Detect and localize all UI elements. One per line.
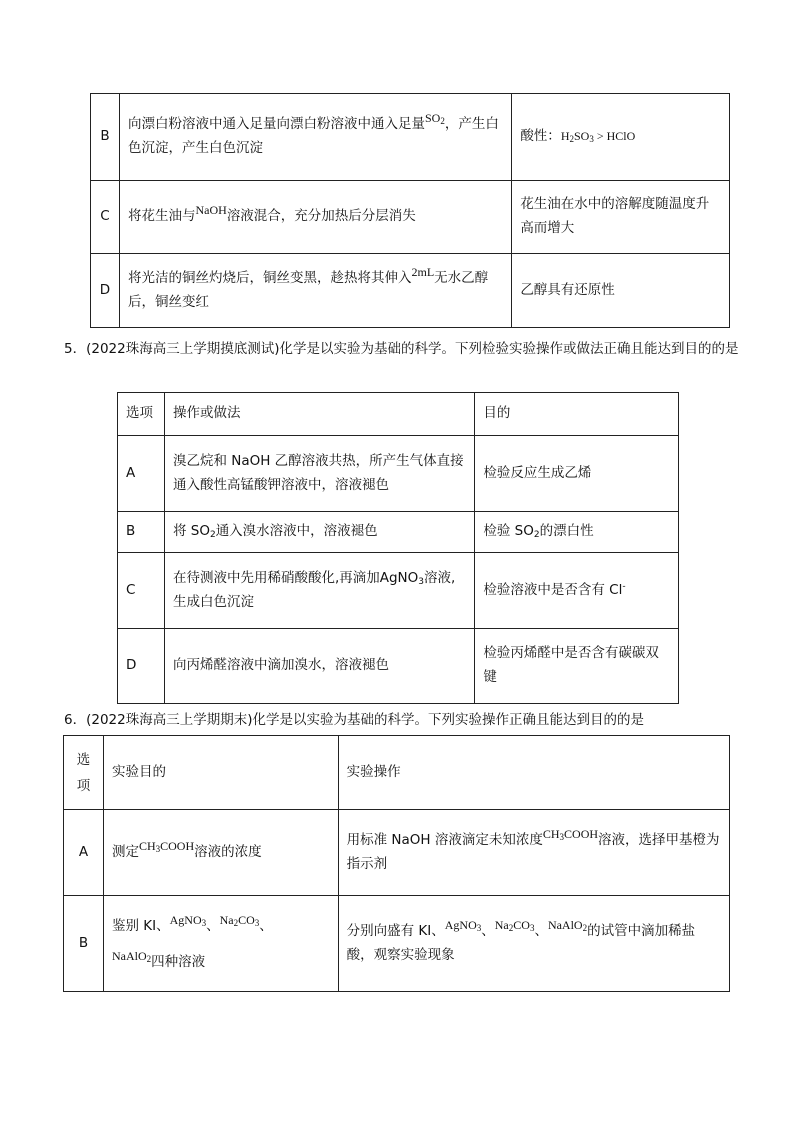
operation-cell: 将光洁的铜丝灼烧后，铜丝变黑，趁热将其伸入2mL无水乙醇后，铜丝变红	[119, 254, 511, 328]
table-row	[64, 896, 730, 992]
header-purpose: 实验目的	[103, 736, 338, 810]
formula: $SO_2$	[424, 111, 445, 127]
purpose-cell: 测定$CH_3COOH$溶液的浓度	[103, 810, 338, 896]
formula: 2mL	[411, 264, 435, 279]
operation-cell: 用标准 NaOH 溶液滴定未知浓度$CH_3COOH$溶液，选择甲基橙为指示剂	[338, 810, 729, 896]
table-header-row	[118, 393, 679, 436]
operation-cell: 分别向盛有 KI、AgNO$_3$、$Na_2CO_3$、NaAlO$_2$的试管中滴加稀盐酸，观察实验现象	[338, 896, 729, 992]
header-option: 选项	[64, 736, 104, 810]
option-cell: C	[91, 181, 120, 254]
option-cell: A	[64, 810, 104, 896]
option-cell: A	[118, 436, 165, 512]
header-purpose: 目的	[475, 393, 679, 436]
table-continued	[90, 93, 730, 328]
question-6-table	[63, 735, 730, 992]
table-row	[91, 181, 730, 254]
table-row	[64, 810, 730, 896]
operation-cell: 将花生油与NaOH溶液混合，充分加热后分层消失	[119, 181, 511, 254]
option-cell: D	[91, 254, 120, 328]
text: ，产生白色沉淀，产生白色沉淀	[127, 116, 499, 156]
text: 向漂白粉溶液中通入足量向漂白粉溶液中通入足量	[127, 116, 425, 133]
question-5-stem: 5．(2022珠海高三上学期摸底测试)化学是以实验为基础的科学。下列检验实验操作或做法正确且能达到目的的是	[64, 341, 739, 357]
option-cell: B	[118, 512, 165, 553]
table-row	[118, 629, 679, 704]
table-row	[118, 512, 679, 553]
table-row	[91, 94, 730, 181]
table-row	[91, 254, 730, 328]
purpose-cell: 检验溶液中是否含有 Cl-	[475, 553, 679, 629]
conclusion-cell: 酸性：$H_2SO_3$ > HClO	[512, 94, 730, 181]
conclusion-cell: 花生油在水中的溶解度随温度升高而增大	[512, 181, 730, 254]
header-operation: 实验操作	[338, 736, 729, 810]
table-header-row	[64, 736, 730, 810]
conclusion-cell: 乙醇具有还原性	[512, 254, 730, 328]
table-row	[118, 553, 679, 629]
header-operation: 操作或做法	[164, 393, 474, 436]
purpose-cell: 检验 $SO_2$的漂白性	[475, 512, 679, 553]
purpose-cell: 检验反应生成乙烯	[475, 436, 679, 512]
option-cell: D	[118, 629, 165, 704]
question-5-table	[117, 392, 679, 704]
operation-cell	[119, 94, 511, 181]
operation-cell: 溴乙烷和 NaOH 乙醇溶液共热，所产生气体直接通入酸性高锰酸钾溶液中，溶液褪色	[164, 436, 474, 512]
operation-cell: 在待测液中先用稀硝酸酸化,再滴加AgNO$_3$溶液,生成白色沉淀	[164, 553, 474, 629]
purpose-cell: 鉴别 KI、AgNO$_3$、$Na_2CO_3$、 NaAlO$_2$四种溶液	[103, 896, 338, 992]
option-cell: C	[118, 553, 165, 629]
header-option: 选项	[118, 393, 165, 436]
option-cell: B	[91, 94, 120, 181]
operation-cell: 向丙烯醛溶液中滴加溴水，溶液褪色	[164, 629, 474, 704]
table-row	[118, 436, 679, 512]
option-cell: B	[64, 896, 104, 992]
question-6-stem: 6．(2022珠海高三上学期期末)化学是以实验为基础的科学。下列实验操作正确且能达到目的的是	[64, 712, 644, 728]
formula: NaOH	[195, 203, 227, 218]
operation-cell: 将 $SO_2$通入溴水溶液中，溶液褪色	[164, 512, 474, 553]
purpose-cell: 检验丙烯醛中是否含有碳碳双键	[475, 629, 679, 704]
